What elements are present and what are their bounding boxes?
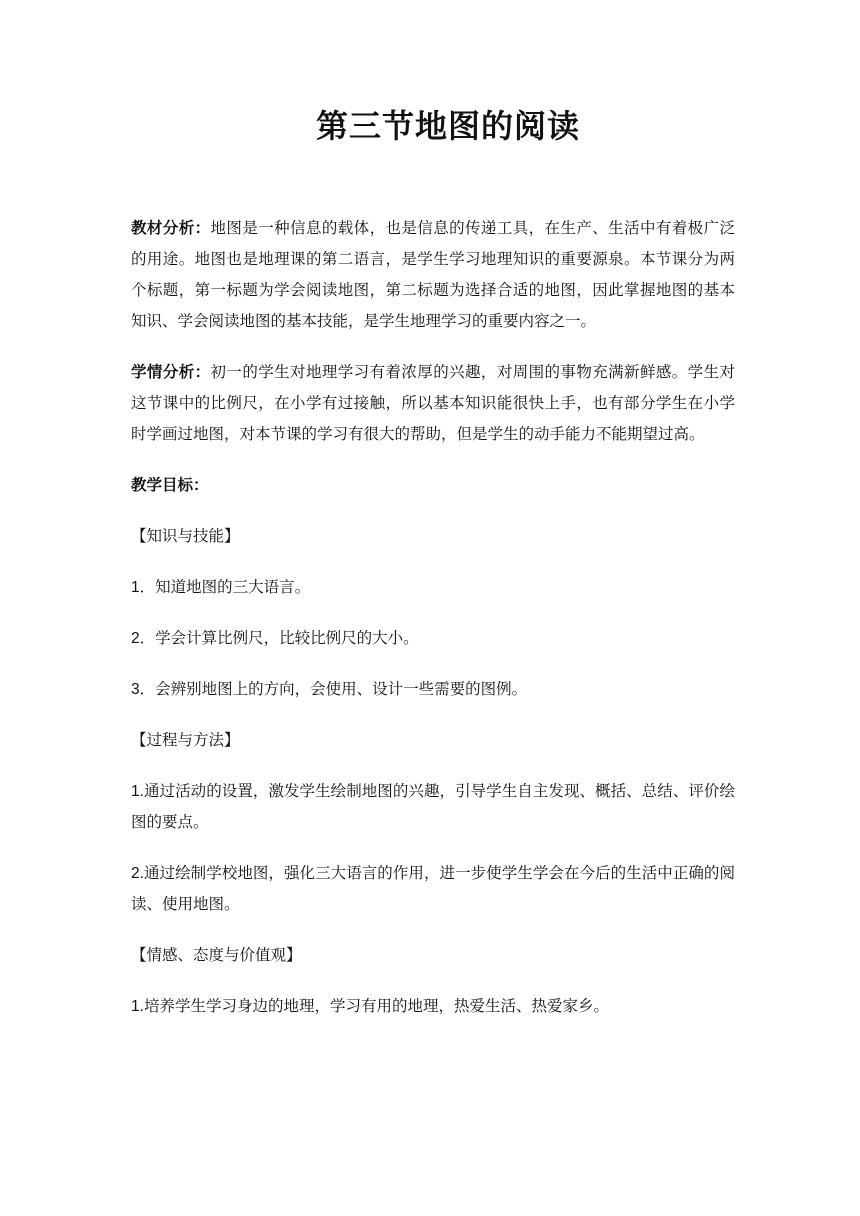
list-item-number: 1． (131, 579, 156, 596)
list-item-text: 知道地图的三大语言。 (155, 578, 311, 596)
document-body (131, 213, 735, 1042)
emotion-values-heading: 【情感、态度与价值观】 (131, 946, 302, 964)
list-item-text: 通过绘制学校地图，强化三大语言的作用，进一步使学生学会在今后的生活中正确的阅读、使用地图。 (131, 864, 735, 913)
list-item-text: 会辨别地图上的方向，会使用、设计一些需要的图例。 (155, 680, 528, 698)
list-item (131, 623, 735, 654)
teaching-goals-label: 教学目标： (131, 476, 209, 494)
document-title: 第三节地图的阅读 (315, 107, 580, 145)
learner-analysis-label: 学情分析： (131, 363, 211, 381)
list-item (131, 858, 735, 920)
learner-analysis-paragraph (131, 357, 735, 450)
list-item (131, 776, 735, 838)
list-item-number: 2. (131, 865, 144, 882)
list-item-text: 学会计算比例尺，比较比例尺的大小。 (155, 629, 419, 647)
learner-analysis-text: 初一的学生对地理学习有着浓厚的兴趣，对周围的事物充满新鲜感。学生对这节课中的比例尺，在小学有过接触，所以基本知识能很快上手，也有部分学生在小学时学画过地图，对本节课的学习有很大的帮助，但是学生的动手能力不能期望过高。 (131, 363, 735, 443)
teaching-goals-heading (131, 470, 735, 501)
knowledge-skills-heading: 【知识与技能】 (131, 527, 240, 545)
list-item-number: 2． (131, 630, 156, 647)
process-methods-heading: 【过程与方法】 (131, 731, 240, 749)
list-item (131, 674, 735, 705)
list-item (131, 572, 735, 603)
list-item-number: 1. (131, 783, 144, 800)
list-item-text: 培养学生学习身边的地理，学习有用的地理，热爱生活、热爱家乡。 (143, 997, 609, 1015)
list-item-text: 通过活动的设置，激发学生绘制地图的兴趣，引导学生自主发现、概括、总结、评价绘图的要点。 (131, 782, 735, 831)
list-item-number: 3． (131, 681, 156, 698)
textbook-analysis-paragraph (131, 213, 735, 337)
list-item-number: 1. (131, 998, 144, 1015)
textbook-analysis-label: 教材分析： (131, 219, 211, 237)
textbook-analysis-text: 地图是一种信息的载体，也是信息的传递工具，在生产、生活中有着极广泛的用途。地图也是地理课的第二语言，是学生学习地理知识的重要源泉。本节课分为两个标题，第一标题为学会阅读地图，第二标题为选择合适的地图，因此掌握地图的基本知识、学会阅读地图的基本技能，是学生地理学习的重要内容之一。 (131, 219, 735, 330)
list-item (131, 991, 735, 1022)
